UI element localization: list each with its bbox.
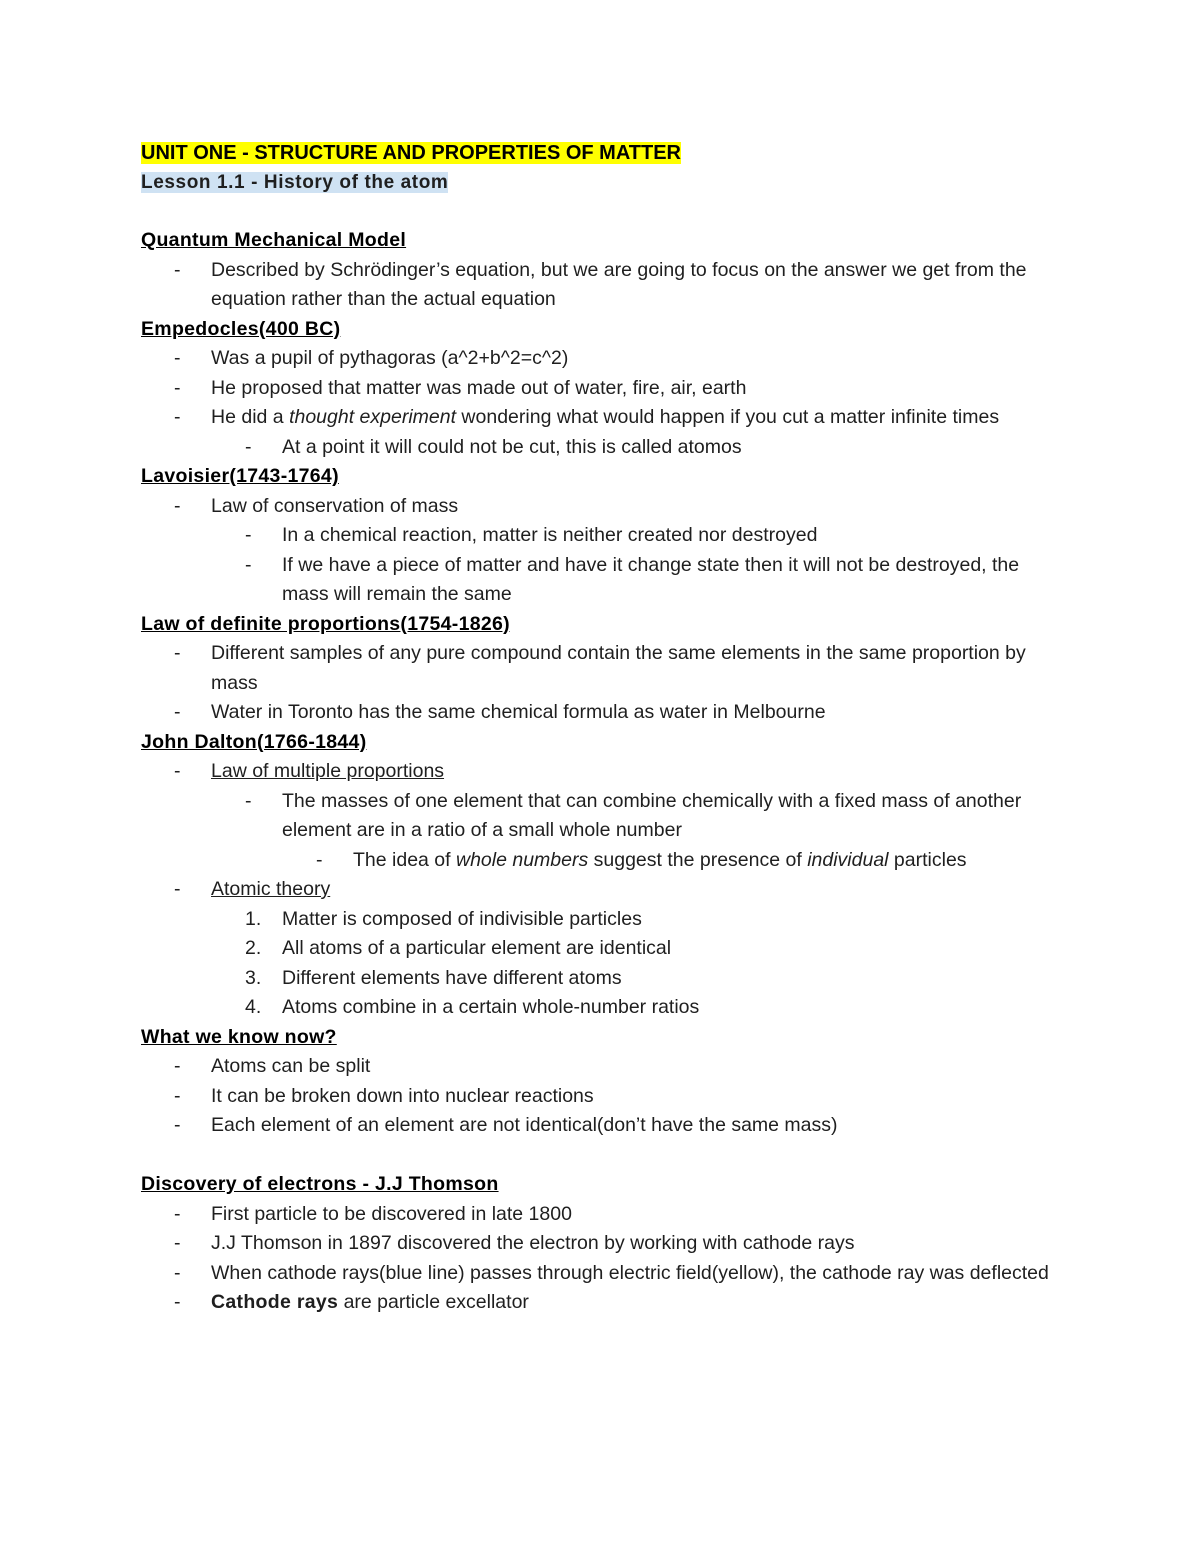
list-item: - Was a pupil of pythagoras (a^2+b^2=c^2) (141, 344, 1071, 374)
list-item: - It can be broken down into nuclear reactions (141, 1082, 1071, 1112)
bullet-dash: - (174, 878, 181, 900)
bullet-dash: - (174, 258, 181, 281)
list-item: - Law of conservation of mass (141, 492, 1071, 522)
bullet-dash: - (245, 789, 252, 812)
heading-empedocles: Empedocles(400 BC) (141, 317, 341, 340)
list-item: - Each element of an element are not identical(don’t have the same mass) (141, 1111, 1071, 1141)
heading-quantum-model: Quantum Mechanical Model (141, 229, 407, 251)
list-item: - Atoms can be split (141, 1052, 1071, 1082)
bullet-dash: - (174, 376, 181, 399)
bullet-dash: - (245, 435, 252, 458)
list-item: - In a chemical reaction, matter is neither created nor destroyed (141, 521, 1071, 551)
list-item: - First particle to be discovered in late 1800 (141, 1200, 1071, 1230)
bullet-dash: - (174, 760, 181, 782)
heading-discovery-of-electrons: Discovery of electrons - J.J Thomson (141, 1173, 499, 1195)
list-item: - Water in Toronto has the same chemical formula as water in Melbourne (141, 698, 1071, 728)
numbered-item: 3. Different elements have different atoms (245, 966, 622, 989)
lesson-title: Lesson 1.1 - History of the atom (141, 172, 449, 193)
bullet-dash: - (174, 347, 181, 369)
numbered-item: 4. Atoms combine in a certain whole-number ratios (245, 996, 700, 1018)
list-item: - J.J Thomson in 1897 discovered the electron by working with cathode rays (141, 1229, 1071, 1259)
bullet-dash: - (174, 1232, 181, 1254)
bullet-dash: - (174, 1291, 181, 1313)
list-item: - If we have a piece of matter and have it change state then it will not be destroyed, the mass will remain the same (141, 551, 1071, 610)
bullet-dash: - (174, 406, 181, 428)
numbered-item: 1. Matter is composed of indivisible particles (245, 907, 642, 930)
list-item: - He proposed that matter was made out of water, fire, air, earth (141, 374, 1071, 404)
bullet-dash: - (174, 1114, 181, 1136)
bullet-dash: - (174, 701, 181, 723)
heading-lavoisier: Lavoisier(1743-1764) (141, 465, 339, 487)
list-item: - At a point it will could not be cut, this is called atomos (141, 433, 1071, 463)
list-item: - He did a thought experiment wondering what would happen if you cut a matter infinite times (141, 403, 1071, 433)
bullet-dash: - (316, 848, 323, 871)
heading-what-we-know-now: What we know now? (141, 1025, 337, 1048)
emphasis-text: thought experiment (289, 406, 457, 428)
bold-term: Cathode rays (211, 1291, 339, 1313)
blank-line (141, 1141, 1071, 1171)
numbered-item: 2. All atoms of a particular element are identical (245, 937, 672, 959)
document-page (141, 138, 1071, 1318)
list-item: - The idea of whole numbers suggest the presence of individual particles (141, 846, 1071, 876)
bullet-dash: - (174, 1261, 181, 1284)
emphasis-text: whole numbers (455, 848, 589, 871)
unit-title: UNIT ONE - STRUCTURE AND PROPERTIES OF MATTER (141, 142, 681, 164)
bullet-dash: - (174, 1084, 181, 1107)
bullet-dash: - (174, 1202, 181, 1225)
heading-definite-proportions: Law of definite proportions(1754-1826) (141, 612, 510, 635)
bullet-dash: - (174, 494, 181, 517)
bullet-dash: - (174, 1055, 181, 1077)
list-item: - The masses of one element that can combine chemically with a fixed mass of another element are in a ratio of a small whole number (141, 787, 1071, 846)
list-item: - Cathode rays are particle excellator (141, 1288, 1071, 1318)
list-item: - Law of multiple proportions (141, 757, 1071, 787)
emphasis-text: individual (807, 848, 889, 871)
list-item: - Different samples of any pure compound contain the same elements in the same proportion by mass (141, 639, 1071, 698)
bullet-dash: - (245, 524, 252, 546)
heading-john-dalton: John Dalton(1766-1844) (141, 730, 367, 753)
list-item: - When cathode rays(blue line) passes through electric field(yellow), the cathode ray was deflected (141, 1259, 1071, 1289)
bullet-dash: - (174, 642, 181, 664)
list-item: - Described by Schrödinger’s equation, but we are going to focus on the answer we get from the equation rather than the actual equation (141, 256, 1071, 315)
list-item: - Atomic theory (141, 875, 1071, 905)
bullet-dash: - (245, 553, 252, 576)
